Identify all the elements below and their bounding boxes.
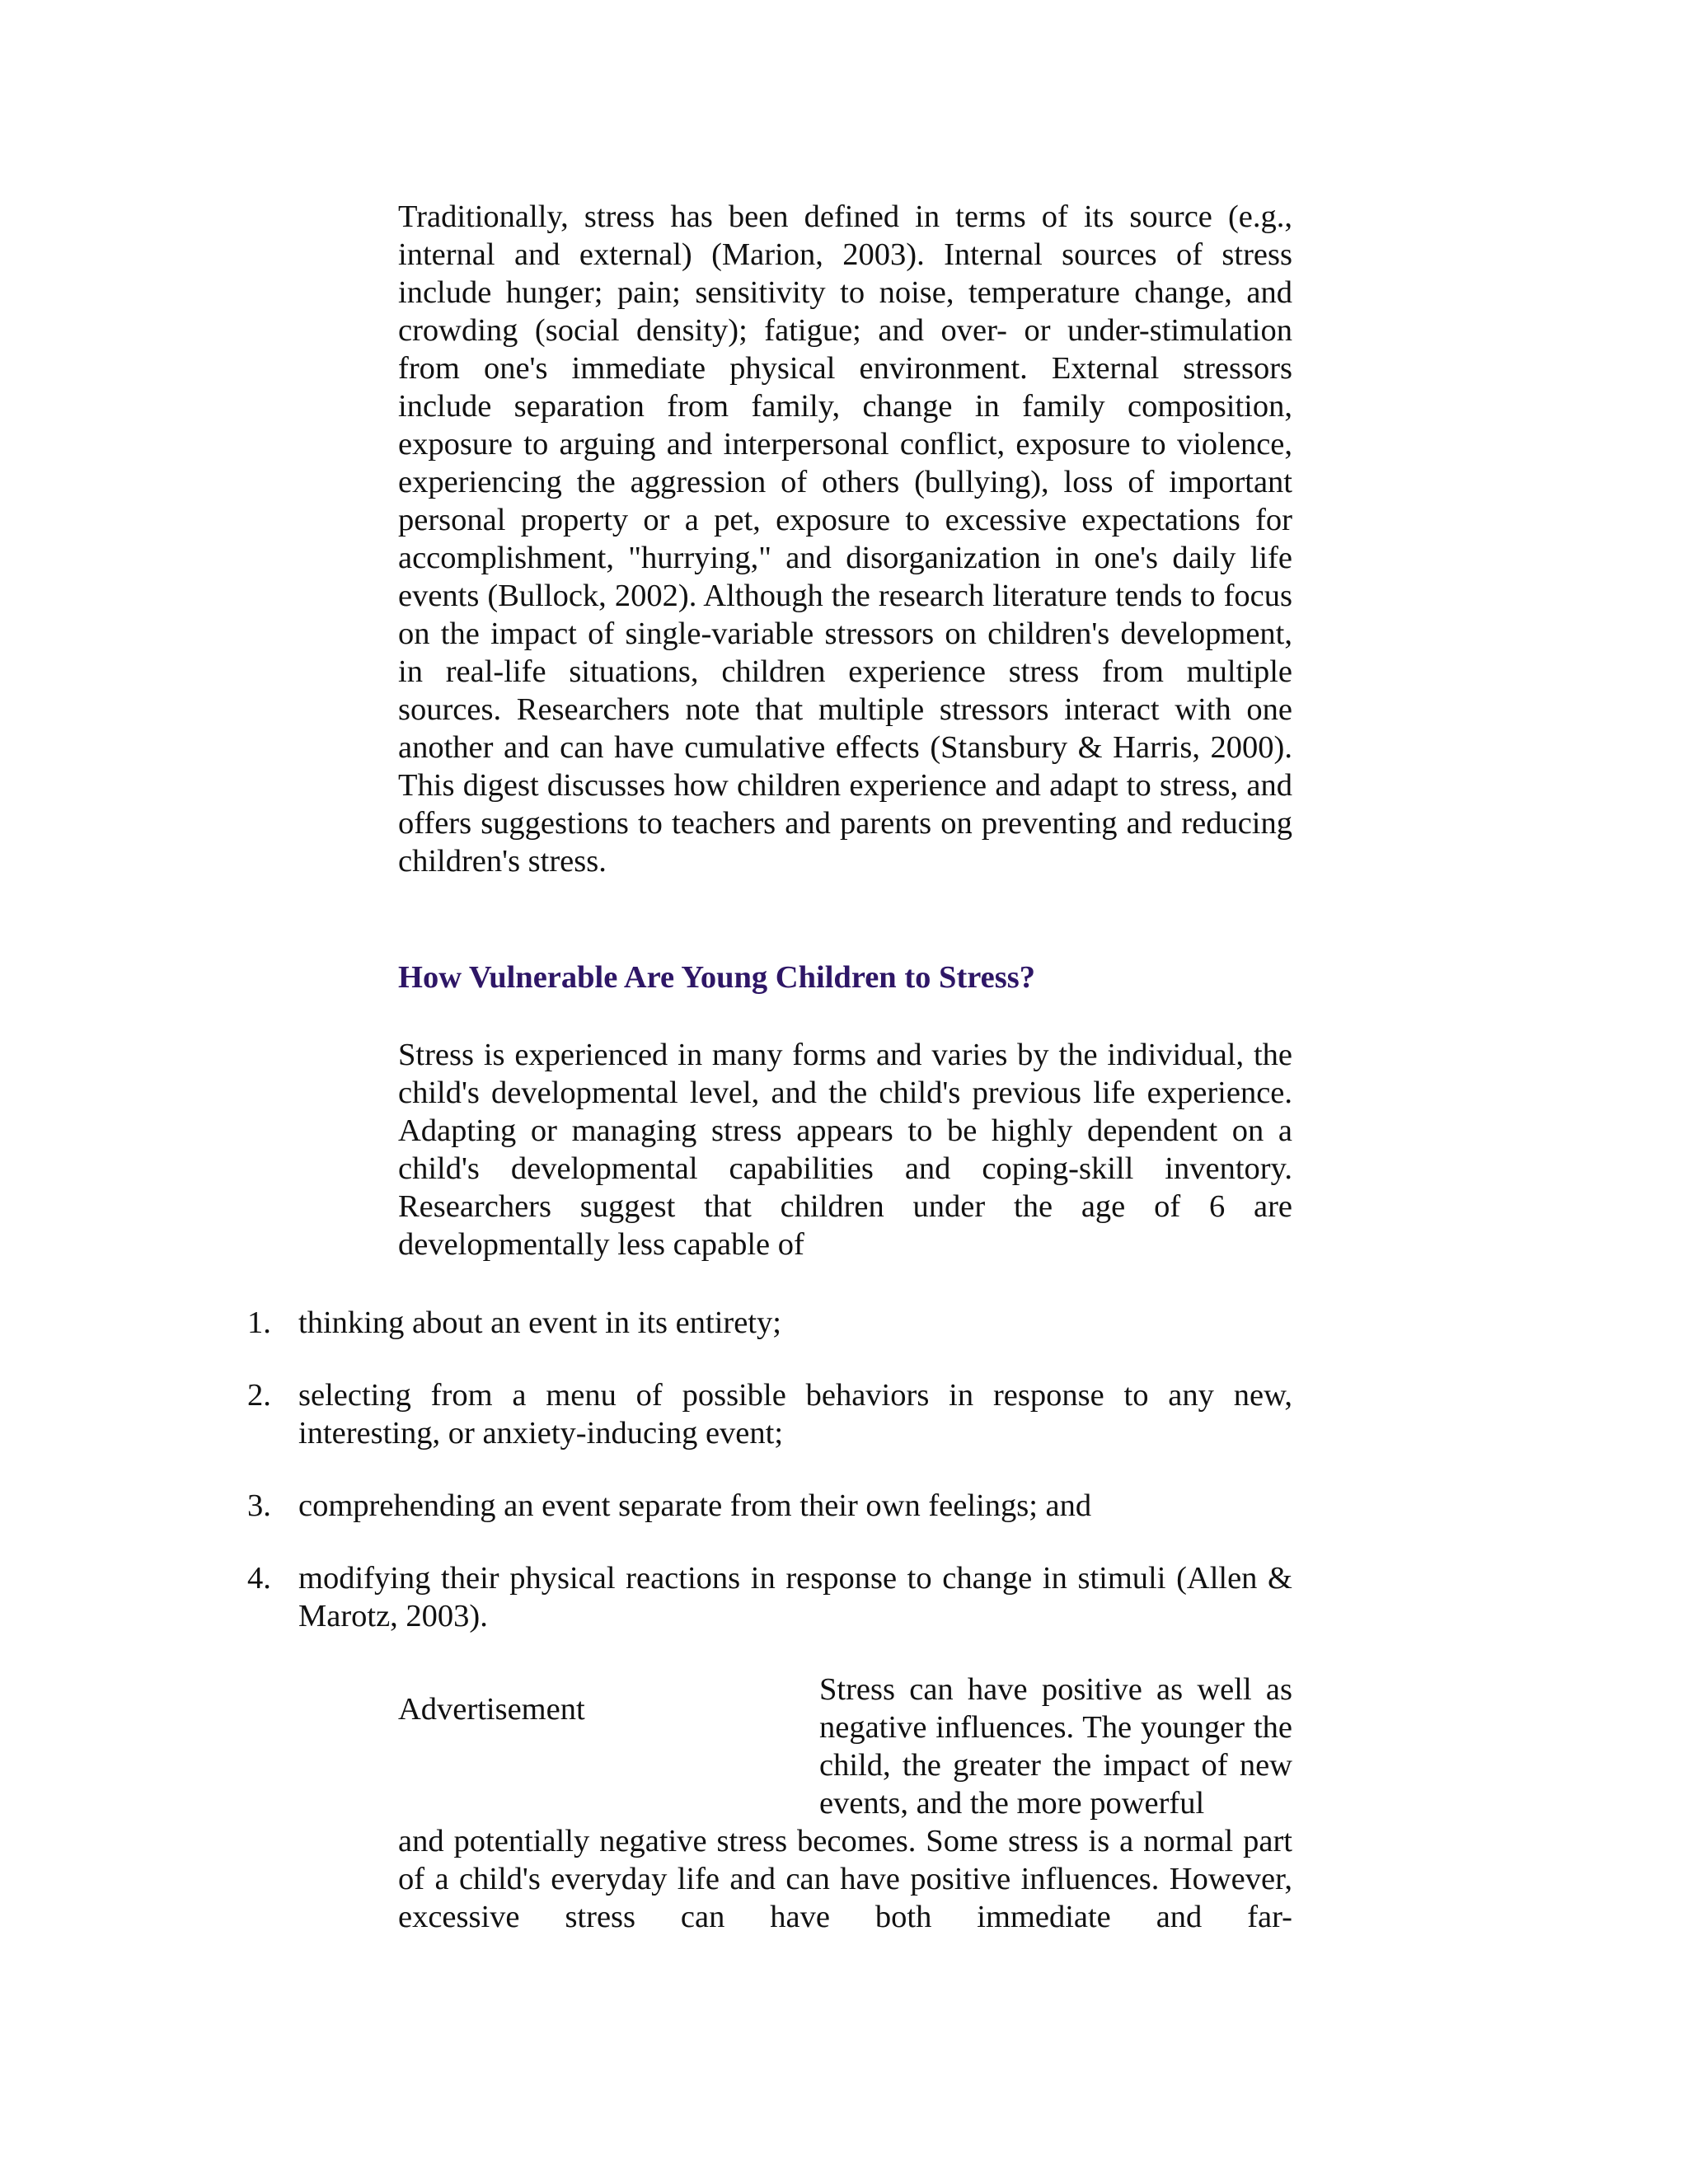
stress-influence-paragraph-bottom: and potentially negative stress becomes. Some stress is a normal part of a child's everyday life and can have positive influences. However, excessive stress can have both immediate and far- <box>398 1824 1292 1934</box>
list-item-number: 4. <box>247 1561 271 1596</box>
list-item-text: selecting from a menu of possible behaviors in response to any new, interesting, or anxiety-inducing event; <box>298 1378 1292 1451</box>
capabilities-list <box>247 1304 1292 1670</box>
list-item-text: comprehending an event separate from their own feelings; and <box>298 1488 1092 1523</box>
list-item-number: 3. <box>247 1488 271 1523</box>
list-item <box>247 1559 1292 1635</box>
intro-paragraph: Traditionally, stress has been defined in terms of its source (e.g., internal and external) (Marion, 2003). Internal sources of stress include hunger; pain; sensitivity to noise, temperature change, and crowding (social density); fatigue; and over- or under-stimulation from one's immediate physical environment. External stressors include separation from family, change in family composition, exposure to arguing and interpersonal conflict, exposure to violence, experiencing the aggression of others (bullying), loss of important personal property or a pet, exposure to excessive expectations for accomplishment, "hurrying," and disorganization in one's daily life events (Bullock, 2002). Although the research literature tends to focus on the impact of single-variable stressors on children's development, in real-life situations, children experience stress from multiple sources. Researchers note that multiple stressors interact with one another and can have cumulative effects (Stansbury & Harris, 2000). This digest discusses how children experience and adapt to stress, and offers suggestions to teachers and parents on preventing and reducing children's stress. <box>398 199 1292 879</box>
list-item <box>247 1304 1292 1342</box>
advertisement-label: Advertisement <box>398 1692 585 1727</box>
list-item-text: thinking about an event in its entirety; <box>298 1305 781 1340</box>
section-heading: How Vulnerable Are Young Children to Stress? <box>398 960 1035 995</box>
vulnerability-paragraph: Stress is experienced in many forms and varies by the individual, the child's developmental level, and the child's previous life experience. Adapting or managing stress appears to be highly dependent on a child's developmental capabilities and coping-skill inventory. Researchers suggest that children under the age of 6 are developmentally less capable of <box>398 1038 1292 1262</box>
list-item <box>247 1487 1292 1525</box>
list-item <box>247 1376 1292 1452</box>
list-item-number: 1. <box>247 1305 271 1340</box>
list-item-number: 2. <box>247 1378 271 1413</box>
stress-influence-paragraph-top: Stress can have positive as well as negative influences. The younger the child, the greater the impact of new events, and the more powerful <box>819 1672 1292 1821</box>
list-item-text: modifying their physical reactions in response to change in stimuli (Allen & Marotz, 2003). <box>298 1561 1292 1633</box>
